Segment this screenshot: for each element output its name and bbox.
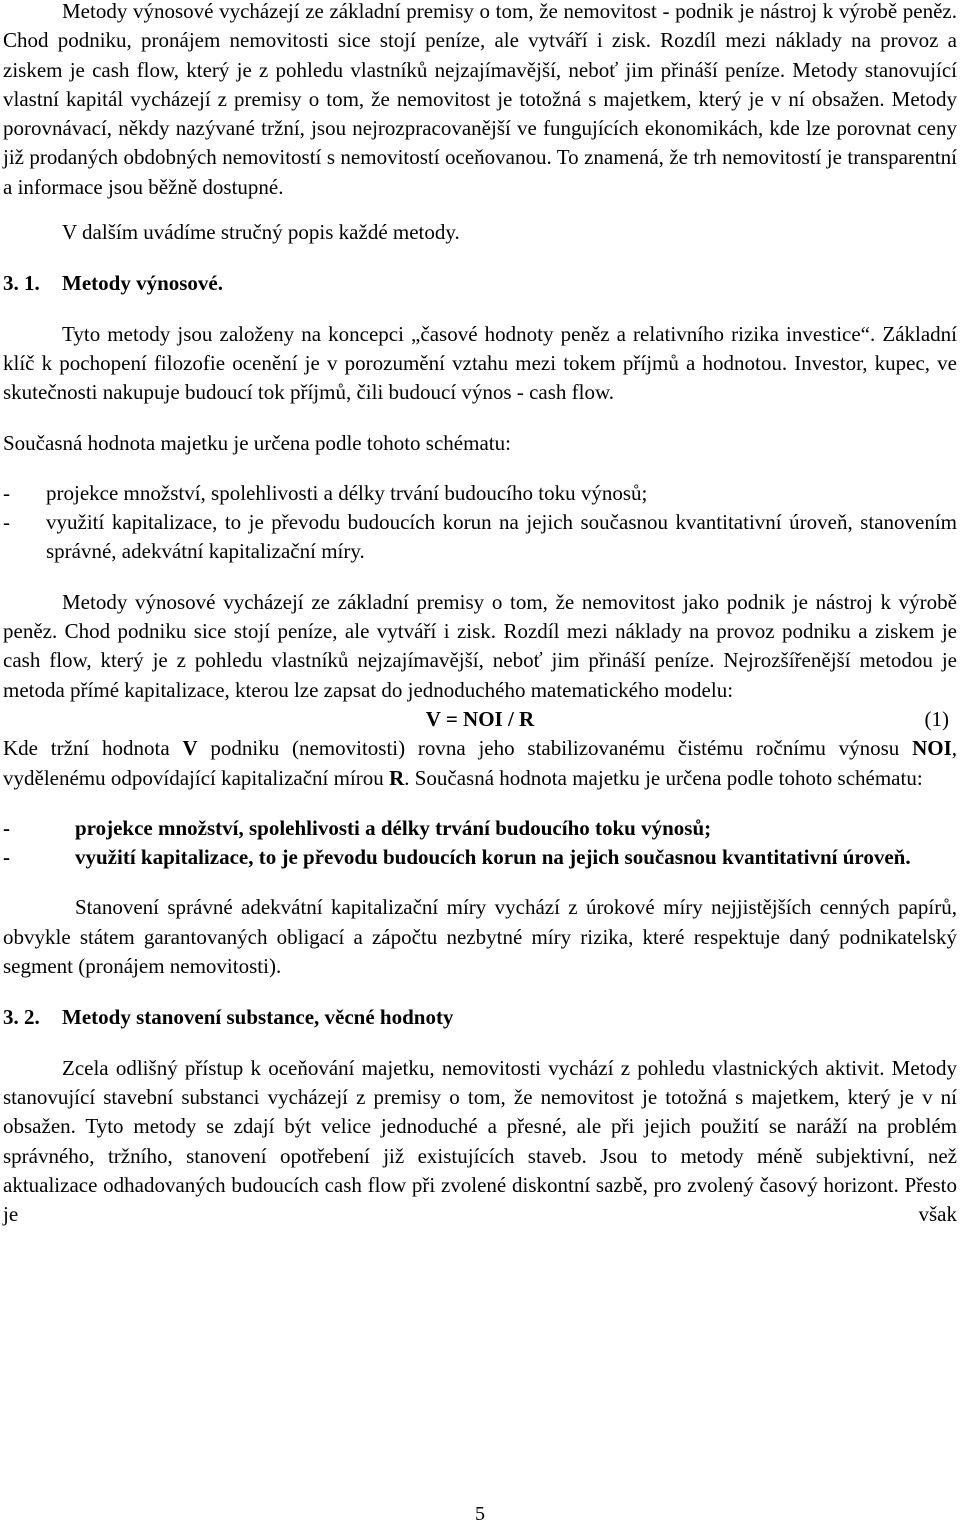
list-item-text: využití kapitalizace, to je převodu budoucích korun na jejich současnou kvantitativní úroveň, stanovením správné, adekvátní kapitalizační míry. (46, 510, 957, 564)
paragraph-present-value-scheme: Současná hodnota majetku je určena podle tohoto schématu: (3, 430, 511, 455)
list-item-text: projekce množství, spolehlivosti a délky trvání budoucího toku výnosů; (75, 815, 712, 840)
dash-marker: - (3, 845, 10, 870)
symbol-r: R (389, 765, 405, 790)
symbol-v: V (182, 736, 198, 761)
paragraph-formula-explanation (3, 734, 957, 793)
paragraph-income-methods-intro: Metody výnosové vycházejí ze základní premisy o tom, že nemovitost - podnik je nástroj k výrobě peněz. Chod podniku, pronájem nemovitosti sice stojí peníze, ale vytváří i zisk. Rozdíl mezi náklady na provoz a ziskem je cash flow, který je z pohledu vlastníků nejzajímavější, neboť jim přináší peníze. Metody stanovující vlastní kapitál vycházejí z premisy o tom, že nemovitost je totožná s majetkem, který je v ní obsažen. Metody porovnávací, někdy nazývané tržní, jsou nejrozpracovanější ve fungujících ekonomikách, kde lze porovnat ceny již prodaných obdobných nemovitostí s nemovitostí oceňovanou. To znamená, že trh nemovitostí je transparentní a informace jsou běžně dostupné. (3, 0, 957, 199)
paragraph-capitalization-rate: Stanovení správné adekvátní kapitalizační míry vychází z úrokové míry nejjistějších cenných papírů, obvykle státem garantovaných obligací a zápočtu nezbytné míry rizika, které respektuje daný podnikatelský segment (pronájem nemovitosti). (3, 895, 957, 979)
text-run: podniku (nemovitosti) rovna jeho stabilizovanému čistému ročnímu výnosu (197, 736, 913, 761)
dash-marker: - (3, 510, 10, 535)
section-number: 3. 2. (3, 1005, 40, 1030)
dash-marker: - (3, 480, 10, 505)
section-title: Metody stanovení substance, věcné hodnoty (62, 1005, 454, 1030)
section-heading-3-2 (3, 1003, 957, 1032)
paragraph-time-value: Tyto metody jsou založeny na koncepci „časové hodnoty peněz a relativního rizika investice“. Základní klíč k pochopení filozofie ocenění je v porozumění vztahu mezi tokem příjmů a hodnotou. Investor, kupec, ve skutečnosti nakupuje budoucí tok příjmů, čili budoucí výnos - cash flow. (3, 321, 957, 405)
formula: V = NOI / R (425, 706, 535, 731)
text-run: . Současná hodnota majetku je určena podle tohoto schématu: (404, 765, 923, 790)
text-run: Kde tržní hodnota (3, 736, 183, 761)
symbol-noi: NOI (912, 736, 952, 761)
bullet-list-scheme-1 (3, 479, 957, 567)
list-item-text: projekce množství, spolehlivosti a délky trvání budoucího toku výnosů; (46, 480, 648, 505)
dash-marker: - (3, 815, 10, 840)
formula-row (3, 705, 957, 734)
list-item-text: využití kapitalizace, to je převodu budoucích korun na jejich současnou kvantitativní úroveň. (75, 845, 911, 870)
list-item (3, 814, 957, 843)
paragraph-overview: V dalším uvádíme stručný popis každé metody. (62, 220, 460, 245)
list-item (3, 508, 957, 567)
section-heading-3-1 (3, 269, 957, 298)
text-run: , vydělenému odpovídající kapitalizační mírou (3, 736, 958, 790)
list-item (3, 479, 957, 508)
document-page (3, 0, 957, 1229)
list-item (3, 843, 957, 872)
bullet-list-scheme-2 (3, 814, 957, 873)
section-number: 3. 1. (3, 271, 40, 296)
formula-number: (1) (924, 706, 949, 731)
paragraph-direct-capitalization: Metody výnosové vycházejí ze základní premisy o tom, že nemovitost jako podnik je nástroj k výrobě peněz. Chod podniku sice stojí peníze, ale vytváří i zisk. Rozdíl mezi náklady na provoz podniku a ziskem je cash flow, který je z pohledu vlastníků nejzajímavější, neboť jim přináší peníze. Nejrozšířenější metodou je metoda přímé kapitalizace, kterou lze zapsat do jednoduchého matematického modelu: (3, 589, 957, 702)
section-title: Metody výnosové. (62, 271, 223, 296)
page-number: 5 (475, 1503, 485, 1525)
paragraph-substance-methods: Zcela odlišný přístup k oceňování majetku, nemovitosti vychází z pohledu vlastnických aktivit. Metody stanovující stavební substanci vycházejí z premisy o tom, že nemovitost je totožná s majetkem, který je v ní obsažen. Tyto metody se zdají být velice jednoduché a přesné, ale při jejich použití se naráží na problém správného, tržního, stanovení opotřebení již existujících staveb. Jsou to metody méně subjektivní, než aktualizace odhadovaných budoucích cash flow při zvolené diskontní sazbě, pro zvolený časový horizont. Přesto je však (3, 1055, 957, 1227)
